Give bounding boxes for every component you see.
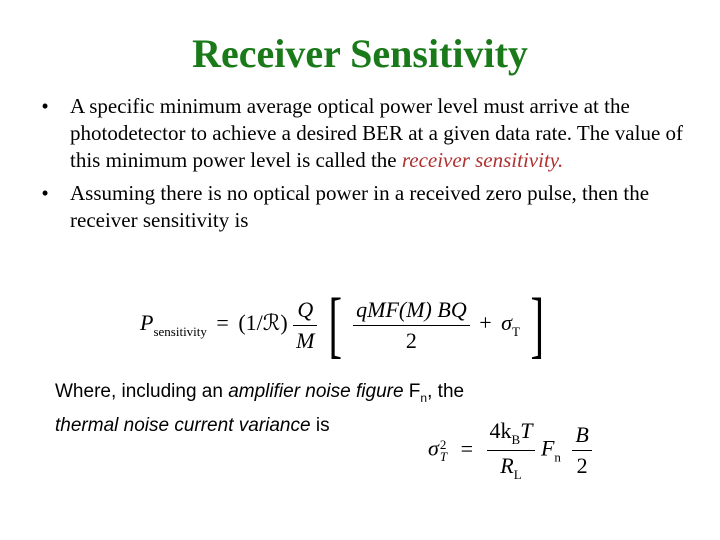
eq1-lhs: P [140, 310, 154, 336]
eq1-sigma-subscript: T [512, 324, 520, 340]
eq2-sigma: σ [428, 435, 439, 461]
eq2-frac2-denominator: 2 [576, 453, 588, 478]
receiver-sensitivity-term: receiver sensitivity [401, 148, 558, 172]
eq1-fraction-noise [353, 297, 470, 354]
eq2-t: T [520, 418, 533, 443]
slide-title: Receiver Sensitivity [192, 31, 528, 76]
bullet-marker: • [41, 181, 49, 205]
eq2-frac1-denominator [487, 451, 536, 483]
eq2-4k: 4k [489, 418, 512, 443]
eq2-frac2-numerator: B [572, 422, 591, 451]
bullet-1-tail: . [557, 148, 564, 172]
bullet-item-1 [30, 93, 700, 174]
eq2-rl-subscript: L [513, 467, 522, 482]
eq1-fraction-q-over-m [293, 297, 317, 354]
eq2-f: F [540, 435, 555, 461]
eq2-r: R [500, 453, 514, 478]
eq1-frac2-denominator: 2 [405, 327, 417, 353]
amplifier-noise-figure-term: amplifier noise figure [228, 381, 404, 402]
sensitivity-equation [140, 284, 550, 366]
eq2-fraction-b-over-2 [572, 422, 591, 479]
bullet-list [30, 93, 700, 240]
eq1-lhs-subscript: sensitivity [153, 324, 207, 340]
where-text-1: Where, including an [55, 381, 229, 402]
bullet-item-2 [30, 180, 700, 234]
eq2-sigma-superscript: 2 [439, 436, 447, 452]
eq1-plus: + [479, 310, 492, 336]
bullet-marker: • [41, 94, 49, 118]
eq2-f-subscript: n [554, 449, 561, 465]
where-text-4: is [310, 414, 330, 436]
thermal-noise-variance-term: thermal noise current variance [55, 414, 311, 436]
eq1-sigma: σ [501, 310, 512, 336]
thermal-noise-equation [428, 418, 592, 483]
eq2-equals: = [460, 435, 474, 461]
eq1-left-bracket: [ [328, 284, 343, 366]
eq2-frac1-numerator [487, 418, 536, 451]
eq2-sigma-scripts [439, 436, 448, 464]
eq1-factor: (1/ℛ) [238, 310, 288, 336]
bullet-1-text: A specific minimum average optical power level must arrive at the photodetector to achieve a desired BER at a given data rate. The value of this minimum power level is called the [70, 94, 684, 172]
eq1-frac1-numerator: Q [293, 297, 317, 326]
eq2-fraction-4kbt [487, 418, 536, 483]
eq1-frac2-numerator: qMF(M) BQ [353, 297, 470, 326]
eq2-sigma-subscript: T [439, 448, 448, 464]
eq1-frac1-denominator: M [296, 327, 315, 353]
eq2-kb-subscript: B [511, 432, 521, 447]
where-text-3: , the [427, 381, 465, 402]
bullet-2-text: Assuming there is no optical power in a received zero pulse, then the receiver sensitivity is [70, 181, 650, 232]
eq1-equals: = [216, 310, 229, 336]
eq1-right-bracket: ] [531, 284, 545, 366]
where-text-2: F [403, 381, 421, 402]
where-fn-subscript: n [420, 390, 428, 405]
